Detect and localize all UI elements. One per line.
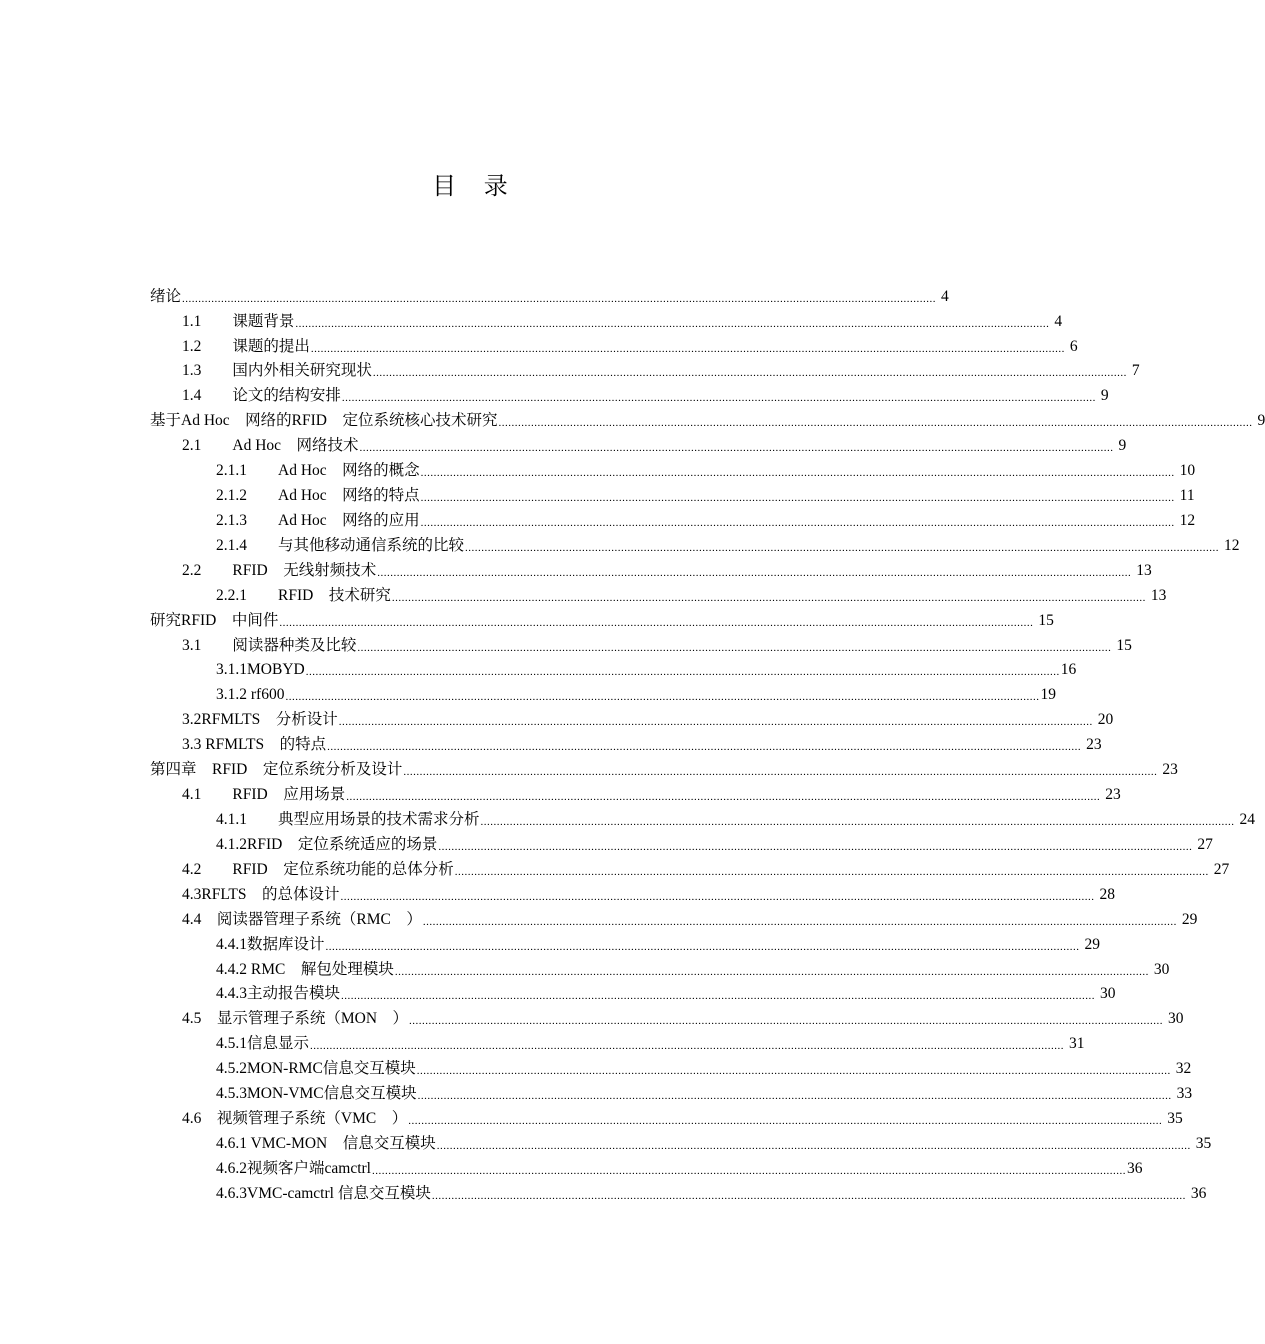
- toc-title: 目 录: [432, 172, 518, 200]
- toc-leader-dots: ........................................................................................................................................................................................................................................: [359, 442, 1114, 454]
- toc-leader-dots: ........................................................................................................................................................................................................................................: [372, 367, 1127, 379]
- toc-entry[interactable]: [216, 681, 1056, 705]
- toc-leader-dots: ........................................................................................................................................................................................................................................: [422, 916, 1177, 928]
- toc-entry[interactable]: [182, 557, 1152, 581]
- toc-leader-dots: ........................................................................................................................................................................................................................................: [357, 642, 1112, 654]
- toc-entry[interactable]: [182, 432, 1127, 456]
- toc-entry-page: 36: [1126, 1160, 1143, 1177]
- toc-entry-label: 绪论: [150, 288, 182, 305]
- toc-entry[interactable]: [182, 333, 1078, 357]
- toc-entry[interactable]: [216, 831, 1213, 855]
- toc-entry[interactable]: [182, 308, 1063, 332]
- toc-entry-page: 10: [1179, 462, 1196, 479]
- toc-entry-page: 31: [1069, 1035, 1085, 1052]
- toc-leader-dots: ........................................................................................................................................................................................................................................: [182, 293, 937, 305]
- toc-leader-dots: ........................................................................................................................................................................................................................................: [341, 990, 1096, 1002]
- toc-entry-page: 28: [1099, 886, 1115, 903]
- toc-entry[interactable]: [216, 482, 1195, 506]
- toc-entry-page: 16: [1060, 661, 1077, 678]
- toc-entry-label: 4.6.3VMC-camctrl 信息交互模块: [216, 1185, 431, 1202]
- toc-entry-page: 35: [1195, 1135, 1212, 1152]
- toc-entry[interactable]: [216, 1180, 1207, 1204]
- toc-entry[interactable]: [216, 1055, 1192, 1079]
- toc-entry-label: 1.1 课题背景: [182, 313, 295, 330]
- toc-leader-dots: ........................................................................................................................................................................................................................................: [431, 1190, 1186, 1202]
- toc-entry-page: 30: [1100, 985, 1116, 1002]
- toc-leader-dots: ........................................................................................................................................................................................................................................: [420, 467, 1175, 479]
- toc-entry-page: 19: [1040, 686, 1056, 703]
- toc-entry-label: 4.4.2 RMC 解包处理模块: [216, 961, 394, 978]
- toc-leader-dots: ........................................................................................................................................................................................................................................: [416, 1065, 1171, 1077]
- toc-entry[interactable]: [216, 956, 1170, 980]
- toc-leader-dots: ........................................................................................................................................................................................................................................: [310, 1040, 1065, 1052]
- toc-entry-page: 29: [1181, 911, 1198, 928]
- toc-leader-dots: ........................................................................................................................................................................................................................................: [420, 492, 1175, 504]
- toc-entry-label: 4.1.2RFID 定位系统适应的场景: [216, 836, 438, 853]
- toc-entry-label: 4.5.2MON-RMC信息交互模块: [216, 1060, 416, 1077]
- toc-entry[interactable]: [182, 357, 1140, 381]
- toc-leader-dots: ........................................................................................................................................................................................................................................: [338, 716, 1093, 728]
- toc-entry-page: 13: [1150, 587, 1167, 604]
- toc-entry-page: 30: [1153, 961, 1170, 978]
- toc-entry[interactable]: [216, 931, 1101, 955]
- toc-entry-page: 24: [1239, 811, 1256, 828]
- toc-entry-page: 33: [1176, 1085, 1193, 1102]
- toc-leader-dots: ........................................................................................................................................................................................................................................: [436, 1140, 1191, 1152]
- toc-entry-page: 23: [1086, 736, 1102, 753]
- toc-entry-label: 4.4.3主动报告模块: [216, 985, 341, 1002]
- toc-entry[interactable]: [182, 632, 1132, 656]
- toc-entry-page: 27: [1213, 861, 1230, 878]
- toc-entry-page: 9: [1100, 387, 1109, 404]
- toc-entry-label: 4.5 显示管理子系统（MON ）: [182, 1010, 409, 1027]
- toc-entry[interactable]: [216, 507, 1196, 531]
- toc-entry-page: 9: [1118, 437, 1127, 454]
- toc-entry-page: 30: [1168, 1010, 1184, 1027]
- toc-entry-label: 3.2RFMLTS 分析设计: [182, 711, 338, 728]
- toc-leader-dots: ........................................................................................................................................................................................................................................: [465, 542, 1220, 554]
- toc-entry-page: 12: [1224, 537, 1240, 554]
- toc-entry-label: 4.5.1信息显示: [216, 1035, 310, 1052]
- toc-leader-dots: ........................................................................................................................................................................................................................................: [279, 617, 1034, 629]
- toc-entry-label: 3.1.2 rf600: [216, 686, 285, 703]
- toc-leader-dots: ........................................................................................................................................................................................................................................: [454, 866, 1209, 878]
- toc-entry-label: 4.6.1 VMC-MON 信息交互模块: [216, 1135, 436, 1152]
- toc-entry-label: 1.2 课题的提出: [182, 338, 310, 355]
- toc-entry-page: 9: [1257, 412, 1265, 429]
- toc-entry-page: 15: [1038, 612, 1054, 629]
- toc-entry-label: 第四章 RFID 定位系统分析及设计: [150, 761, 403, 778]
- toc-entry[interactable]: [216, 532, 1240, 556]
- toc-entry[interactable]: [182, 731, 1102, 755]
- toc-entry[interactable]: [150, 607, 1054, 631]
- toc-entry-label: 4.4.1数据库设计: [216, 936, 325, 953]
- toc-entry-label: 4.1 RFID 应用场景: [182, 786, 346, 803]
- toc-entry[interactable]: [150, 283, 949, 307]
- toc-entry-page: 23: [1162, 761, 1178, 778]
- toc-leader-dots: ........................................................................................................................................................................................................................................: [408, 1115, 1163, 1127]
- toc-entry[interactable]: [182, 856, 1230, 880]
- toc-entry-label: 基于Ad Hoc 网络的RFID 定位系统核心技术研究: [150, 412, 498, 429]
- toc-leader-dots: ........................................................................................................................................................................................................................................: [346, 791, 1101, 803]
- toc-entry[interactable]: [216, 1130, 1212, 1154]
- toc-entry-label: 2.1.4 与其他移动通信系统的比较: [216, 537, 465, 554]
- toc-entry[interactable]: [216, 980, 1116, 1004]
- toc-entry-label: 4.1.1 典型应用场景的技术需求分析: [216, 811, 480, 828]
- toc-entry-page: 4: [941, 288, 949, 305]
- toc-entry-page: 15: [1116, 637, 1132, 654]
- toc-entry-label: 4.3RFLTS 的总体设计: [182, 886, 340, 903]
- toc-entry[interactable]: [150, 407, 1265, 431]
- toc-entry-page: 4: [1054, 313, 1063, 330]
- toc-entry[interactable]: [216, 1155, 1143, 1179]
- toc-entry-label: 4.2 RFID 定位系统功能的总体分析: [182, 861, 454, 878]
- toc-leader-dots: ........................................................................................................................................................................................................................................: [438, 841, 1193, 853]
- toc-leader-dots: ........................................................................................................................................................................................................................................: [340, 891, 1095, 903]
- toc-entry[interactable]: [216, 457, 1196, 481]
- toc-entry[interactable]: [216, 656, 1077, 680]
- toc-entry[interactable]: [216, 1030, 1085, 1054]
- toc-entry-page: 27: [1197, 836, 1213, 853]
- toc-entry-label: 4.5.3MON-VMC信息交互模块: [216, 1085, 417, 1102]
- toc-entry-page: 7: [1131, 362, 1140, 379]
- toc-leader-dots: ........................................................................................................................................................................................................................................: [498, 417, 1253, 429]
- toc-leader-dots: ........................................................................................................................................................................................................................................: [391, 592, 1146, 604]
- toc-entry-label: 2.1.2 Ad Hoc 网络的特点: [216, 487, 420, 504]
- toc-entry-page: 35: [1167, 1110, 1183, 1127]
- toc-entry-label: 1.4 论文的结构安排: [182, 387, 341, 404]
- toc-leader-dots: ........................................................................................................................................................................................................................................: [417, 1090, 1172, 1102]
- toc-entry-page: 12: [1179, 512, 1196, 529]
- toc-leader-dots: ........................................................................................................................................................................................................................................: [285, 691, 1040, 703]
- toc-entry-page: 13: [1136, 562, 1152, 579]
- toc-leader-dots: ........................................................................................................................................................................................................................................: [305, 666, 1060, 678]
- toc-entry-page: 36: [1190, 1185, 1207, 1202]
- toc-leader-dots: ........................................................................................................................................................................................................................................: [341, 392, 1096, 404]
- toc-entry-label: 4.4 阅读器管理子系统（RMC ）: [182, 911, 422, 928]
- toc-entry-page: 11: [1179, 487, 1195, 504]
- toc-leader-dots: ........................................................................................................................................................................................................................................: [420, 517, 1175, 529]
- toc-entry-label: 2.1 Ad Hoc 网络技术: [182, 437, 359, 454]
- toc-entry-page: 23: [1105, 786, 1121, 803]
- toc-entry-label: 2.2.1 RFID 技术研究: [216, 587, 391, 604]
- toc-entry[interactable]: [182, 1105, 1183, 1129]
- toc-entry[interactable]: [182, 1005, 1184, 1029]
- toc-entry-label: 3.1.1MOBYD: [216, 661, 305, 678]
- toc-entry[interactable]: [150, 756, 1178, 780]
- toc-leader-dots: ........................................................................................................................................................................................................................................: [377, 567, 1132, 579]
- toc-entry-page: 6: [1069, 338, 1078, 355]
- toc-entry-page: 20: [1097, 711, 1114, 728]
- toc-entry-label: 3.3 RFMLTS 的特点: [182, 736, 327, 753]
- toc-entry-label: 4.6 视频管理子系统（VMC ）: [182, 1110, 408, 1127]
- toc-entry-label: 2.1.3 Ad Hoc 网络的应用: [216, 512, 420, 529]
- toc-leader-dots: ........................................................................................................................................................................................................................................: [480, 816, 1235, 828]
- toc-entry-page: 29: [1084, 936, 1101, 953]
- toc-entry-label: 2.2 RFID 无线射频技术: [182, 562, 377, 579]
- toc-entry[interactable]: [216, 806, 1256, 830]
- toc-leader-dots: ........................................................................................................................................................................................................................................: [295, 318, 1050, 330]
- toc-entry[interactable]: [182, 906, 1198, 930]
- toc-leader-dots: ........................................................................................................................................................................................................................................: [310, 343, 1065, 355]
- toc-entry[interactable]: [182, 881, 1115, 905]
- toc-entry-label: 3.1 阅读器种类及比较: [182, 637, 357, 654]
- toc-entry[interactable]: [182, 706, 1114, 730]
- toc-entry-page: 32: [1175, 1060, 1192, 1077]
- toc-entry-label: 研究RFID 中间件: [150, 612, 279, 629]
- toc-leader-dots: ........................................................................................................................................................................................................................................: [409, 1015, 1164, 1027]
- toc-entry[interactable]: [216, 1080, 1193, 1104]
- toc-leader-dots: ........................................................................................................................................................................................................................................: [403, 766, 1158, 778]
- toc-entry[interactable]: [182, 781, 1121, 805]
- toc-leader-dots: ........................................................................................................................................................................................................................................: [325, 941, 1080, 953]
- toc-leader-dots: ........................................................................................................................................................................................................................................: [371, 1165, 1126, 1177]
- toc-leader-dots: ........................................................................................................................................................................................................................................: [327, 741, 1082, 753]
- toc-entry[interactable]: [182, 382, 1109, 406]
- toc-leader-dots: ........................................................................................................................................................................................................................................: [394, 966, 1149, 978]
- toc-entry-label: 4.6.2视频客户端camctrl: [216, 1160, 371, 1177]
- toc-entry[interactable]: [216, 582, 1167, 606]
- toc-entry-label: 1.3 国内外相关研究现状: [182, 362, 372, 379]
- toc-entry-label: 2.1.1 Ad Hoc 网络的概念: [216, 462, 420, 479]
